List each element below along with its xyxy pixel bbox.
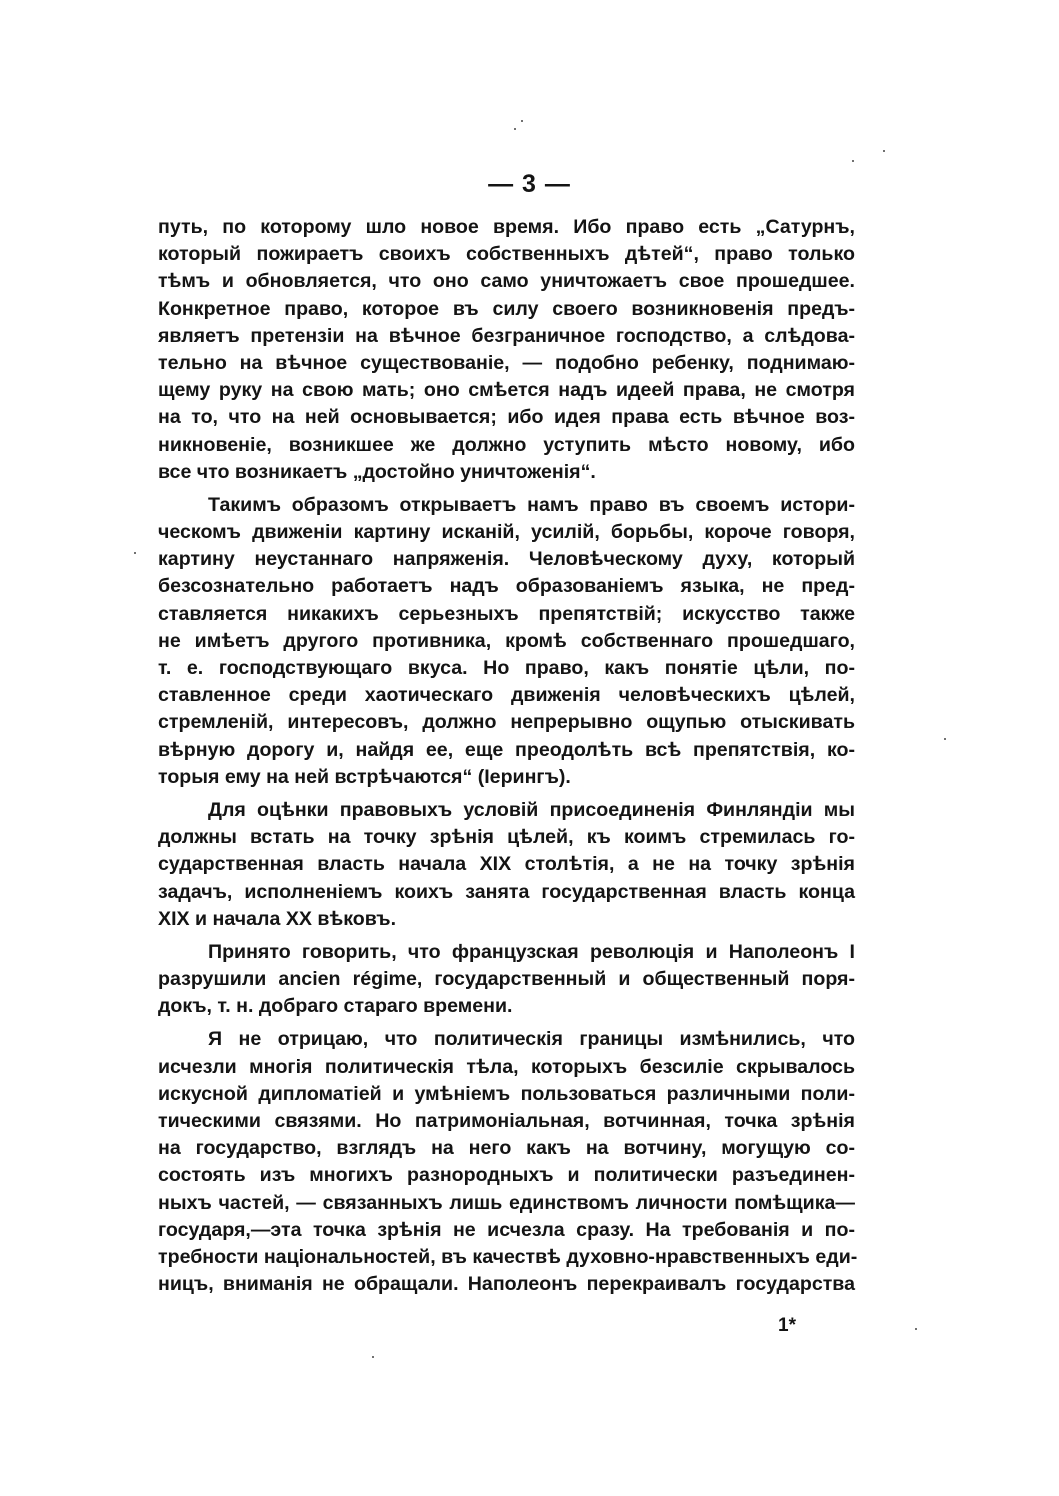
text-line: являетъ претензіи на вѣчное безграничное господство, а слѣдова- <box>158 324 855 347</box>
paragraph-3 <box>158 797 855 933</box>
text-line: который пожираетъ своихъ собственныхъ дѣтей“, право только <box>158 243 855 266</box>
text-line: ницъ, вниманія не обращали. Наполеонъ перекраивалъ государства <box>158 1273 855 1296</box>
scan-speck <box>944 738 946 740</box>
text-line: на государство, взглядъ на него какъ на вотчину, могущую со- <box>158 1137 855 1160</box>
text-line: картину неустаннаго напряженія. Человѣческому духу, который <box>158 548 855 571</box>
text-line: Такимъ образомъ открываетъ намъ право въ своемъ истори- <box>208 493 855 516</box>
page-number: — 3 — <box>488 170 571 198</box>
text-line: ставляется никакихъ серьезныхъ препятствій; искусство также <box>158 602 855 625</box>
signature-mark: 1* <box>778 1315 796 1336</box>
scan-speck <box>514 128 516 130</box>
text-line: государя,—эта точка зрѣнія не исчезла сразу. На требованія и по- <box>158 1218 855 1241</box>
text-line: стремленій, интересовъ, должно непрерывно ощупью отыскивать <box>158 711 855 734</box>
text-line: тѣмъ и обновляется, что оно само уничтожаетъ свое прошедшее. <box>158 270 855 293</box>
scan-speck <box>134 552 136 554</box>
text-line: сударственная власть начала XIX столѣтія, а не на точку зрѣнія <box>158 853 855 876</box>
text-line: XIX и начала XX вѣковъ. <box>158 907 397 930</box>
text-line: требности національностей, въ качествѣ духовно-нравственныхъ еди- <box>158 1245 858 1268</box>
text-line: Я не отрицаю, что политическія границы измѣнились, что <box>208 1028 855 1051</box>
text-line: Принято говорить, что французская революція и Наполеонъ I <box>208 940 855 963</box>
text-line: тическими связями. Но патримоніальная, вотчинная, точка зрѣнія <box>158 1110 855 1132</box>
text-line: состоять изъ многихъ разнородныхъ и политически разъединен- <box>158 1164 855 1187</box>
text-line: должны встать на точку зрѣнія цѣлей, къ коимъ стремилась го- <box>158 826 855 849</box>
text-line: исчезли многія политическія тѣла, которыхъ безсиліе скрывалось <box>158 1055 855 1078</box>
text-line: Для оцѣнки правовыхъ условій присоединенія Финляндіи мы <box>208 798 855 821</box>
text-line: путь, по которому шло новое время. Ибо право есть „Сатурнъ, <box>158 216 855 238</box>
text-line: тельно на вѣчное существованіе, — подобно ребенку, поднимаю- <box>158 351 855 374</box>
scan-speck <box>883 150 885 152</box>
paragraph-5 <box>158 1026 858 1298</box>
text-line: ставленное среди хаотическаго движенія человѣческихъ цѣлей, <box>158 684 855 707</box>
text-line: ныхъ частей, — связанныхъ лишь единствомъ личности помѣщика— <box>158 1191 855 1214</box>
text-line: ческомъ движеніи картину исканій, усилій, борьбы, короче говоря, <box>158 521 855 544</box>
scan-speck <box>372 1356 374 1358</box>
text-line: все что возникаетъ „достойно уничтоженія“. <box>158 460 596 483</box>
text-line: т. е. господствующаго вкуса. Но право, какъ понятіе цѣли, по- <box>158 657 855 679</box>
text-line: искусной дипломатіей и умѣніемъ пользоваться различными поли- <box>158 1082 855 1105</box>
paragraph-4 <box>158 939 855 1021</box>
text-line: докъ, т. н. добраго стараго времени. <box>158 995 513 1018</box>
text-line: торыя ему на ней встрѣчаются“ (Іерингъ). <box>158 765 571 788</box>
paragraph-1 <box>158 214 855 486</box>
scan-speck <box>852 160 854 162</box>
text-line: не имѣетъ другого противника, кромѣ собственнаго прошедшаго, <box>158 629 855 652</box>
text-line: щему руку на свою мать; оно смѣется надъ идеей права, не смотря <box>158 379 855 402</box>
text-line: безсознательно работаетъ надъ образованіемъ языка, не пред- <box>158 575 855 598</box>
text-line: задачъ, исполненіемъ коихъ занята государственная власть конца <box>158 880 855 903</box>
body-text <box>158 214 858 1298</box>
text-line: на то, что на ней основывается; ибо идея права есть вѣчное воз- <box>158 406 855 429</box>
text-line: никновеніе, возникшее же должно уступить мѣсто новому, ибо <box>158 433 855 456</box>
scan-speck <box>915 1328 917 1330</box>
text-line: разрушили ancien régime, государственный и общественный поря- <box>158 968 855 991</box>
text-line: Конкретное право, которое въ силу своего возникновенія предъ- <box>158 297 855 320</box>
paragraph-2 <box>158 492 855 791</box>
scan-speck <box>521 120 523 122</box>
text-line: вѣрную дорогу и, найдя ее, еще преодолѣть всѣ препятствія, ко- <box>158 738 855 761</box>
